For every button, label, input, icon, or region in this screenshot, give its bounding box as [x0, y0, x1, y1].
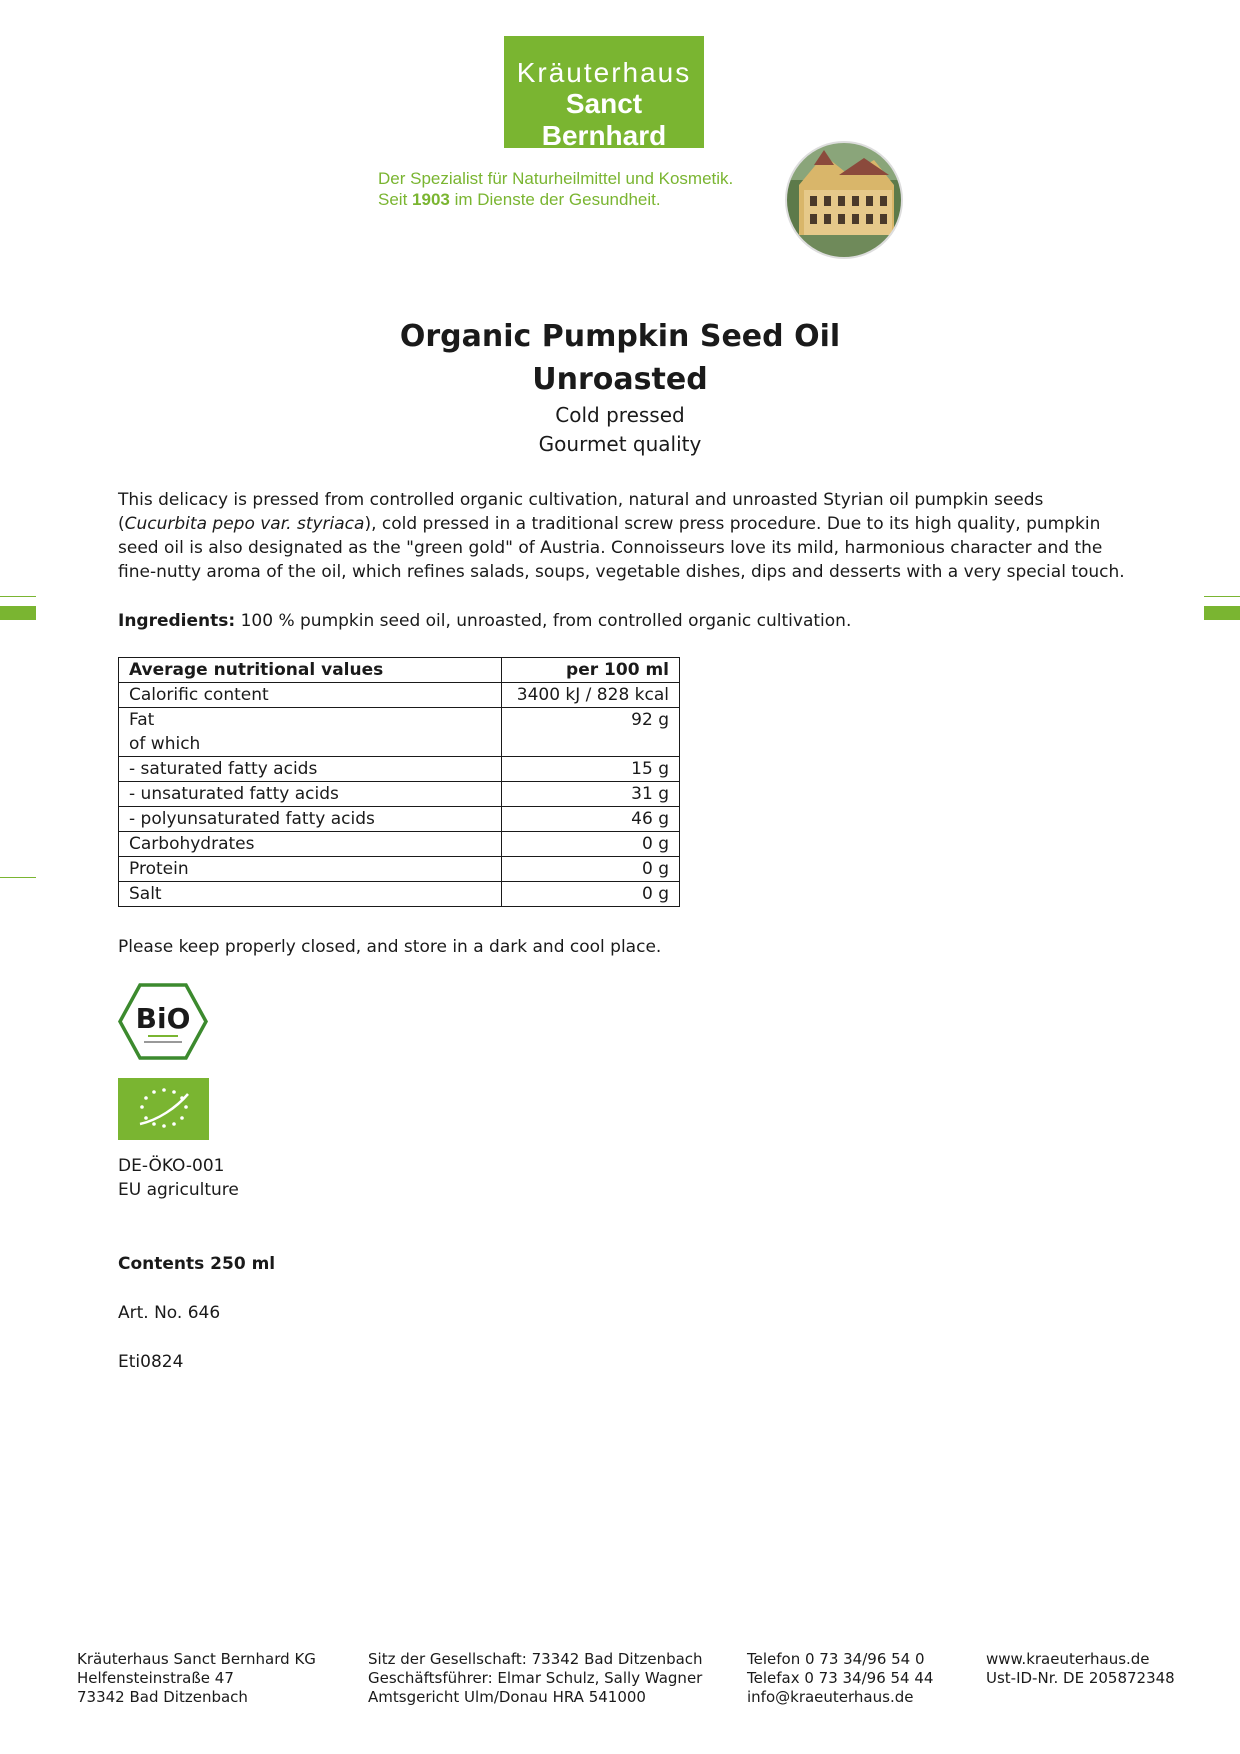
table-row: [119, 832, 680, 857]
cert-origin: EU agriculture: [118, 1180, 239, 1200]
nutrient-label: - saturated fatty acids: [119, 757, 502, 782]
description-part-2: ), cold pressed in a traditional screw press procedure. Due to its high quality, pumpkin seed oil is also designated as the "green gold" of Austria. Connoisseurs love its mild, harmonious character and the fine-nutty aroma of the oil, which refines salads, soups, vegetable dishes, dips and desserts with a very special touch.: [118, 514, 1125, 582]
footer-line: 73342 Bad Ditzenbach: [77, 1688, 248, 1706]
product-title-line-1: Organic Pumpkin Seed Oil: [399, 319, 841, 354]
ingredients-text: 100 % pumpkin seed oil, unroasted, from controlled organic cultivation.: [235, 611, 852, 631]
product-subtitle-line-2: Gourmet quality: [538, 432, 702, 456]
nutrition-table: [118, 657, 680, 907]
product-subtitle-line-1: Cold pressed: [555, 403, 685, 427]
footer-phone: Telefon 0 73 34/96 54 0: [747, 1650, 925, 1668]
table-row: [119, 683, 680, 708]
description-part-1: This delicacy is pressed from controlled organic cultivation, natural and unroasted Styrian oil pumpkin seeds (: [118, 490, 1044, 534]
description-latin-name: Cucurbita pepo var. styriaca: [124, 514, 365, 534]
brand-logo: [504, 36, 704, 151]
table-row: [119, 782, 680, 807]
footer-vat-id: Ust-ID-Nr. DE 205872348: [986, 1669, 1175, 1687]
fold-mark-left-bar: [0, 606, 36, 620]
tagline-suffix: im Dienste der Gesundheit.: [449, 190, 661, 209]
ingredients-label: Ingredients:: [118, 611, 236, 631]
bio-seal-icon: [118, 983, 208, 1060]
nutrient-label-main: Fat: [129, 710, 155, 730]
footer-email: info@kraeuterhaus.de: [747, 1688, 914, 1706]
table-row: [119, 857, 680, 882]
tagline-line-2: [378, 189, 778, 210]
tagline-line-1: Der Spezialist für Naturheilmittel und Kosmetik.: [378, 169, 734, 188]
nutrient-value: 15 g: [502, 757, 680, 782]
tagline-prefix: Seit: [378, 190, 413, 209]
nutrient-label-sub: of which: [129, 734, 201, 754]
footer-line: Sitz der Gesellschaft: 73342 Bad Ditzenbach: [368, 1650, 703, 1668]
ingredients: [118, 609, 1128, 633]
nutrient-label: [119, 708, 502, 757]
footer-web: [986, 1650, 1175, 1688]
logo-line-2: Sanct Bernhard: [541, 88, 667, 151]
fold-mark-left-line: [0, 596, 36, 597]
footer-company-address: [77, 1650, 316, 1707]
table-row: [119, 882, 680, 907]
nutrient-label: - unsaturated fatty acids: [119, 782, 502, 807]
certification: [118, 1154, 239, 1202]
footer-contact: [747, 1650, 933, 1707]
footer-fax: Telefax 0 73 34/96 54 44: [747, 1669, 934, 1687]
footer-line: Geschäftsführer: Elmar Schulz, Sally Wagner: [368, 1669, 703, 1687]
nutrient-label: Carbohydrates: [119, 832, 502, 857]
nutrient-label: Salt: [119, 882, 502, 907]
footer-line: Amtsgericht Ulm/Donau HRA 541000: [368, 1688, 646, 1706]
nutrient-label: Protein: [119, 857, 502, 882]
product-title-line-2: Unroasted: [532, 362, 708, 397]
building-photo: [784, 140, 904, 260]
tagline: [378, 168, 778, 210]
nutrient-value: 0 g: [502, 832, 680, 857]
article-number: Art. No. 646: [118, 1303, 221, 1323]
table-row: [119, 807, 680, 832]
nutrient-value: 92 g: [502, 708, 680, 757]
table-header-row: [119, 658, 680, 683]
fold-mark-left-lower: [0, 877, 36, 878]
svg-text:BiO: BiO: [135, 1002, 191, 1035]
nutrient-value: 3400 kJ / 828 kcal: [502, 683, 680, 708]
table-row: [119, 757, 680, 782]
product-title-block: [0, 315, 1240, 459]
product-description: [118, 488, 1128, 584]
footer-legal: [368, 1650, 703, 1707]
contents-volume: Contents 250 ml: [118, 1254, 276, 1274]
tagline-year: 1903: [412, 190, 450, 209]
eu-organic-leaf-icon: [118, 1078, 209, 1140]
nutrient-label: Calorific content: [119, 683, 502, 708]
table-header-label: Average nutritional values: [119, 658, 502, 683]
footer-line: Helfensteinstraße 47: [77, 1669, 234, 1687]
cert-code: DE-ÖKO-001: [118, 1156, 225, 1176]
nutrient-label: - polyunsaturated fatty acids: [119, 807, 502, 832]
table-row: [119, 708, 680, 757]
nutrient-value: 31 g: [502, 782, 680, 807]
table-header-value: per 100 ml: [502, 658, 680, 683]
storage-note: Please keep properly closed, and store in a dark and cool place.: [118, 937, 662, 957]
footer-line: Kräuterhaus Sanct Bernhard KG: [77, 1650, 316, 1668]
logo-line-1: Kräuterhaus: [516, 57, 692, 88]
footer-website: www.kraeuterhaus.de: [986, 1650, 1150, 1668]
nutrient-value: 46 g: [502, 807, 680, 832]
nutrient-value: 0 g: [502, 857, 680, 882]
fold-mark-right-line: [1204, 596, 1240, 597]
nutrient-value: 0 g: [502, 882, 680, 907]
label-code: Eti0824: [118, 1352, 184, 1372]
fold-mark-right-bar: [1204, 606, 1240, 620]
